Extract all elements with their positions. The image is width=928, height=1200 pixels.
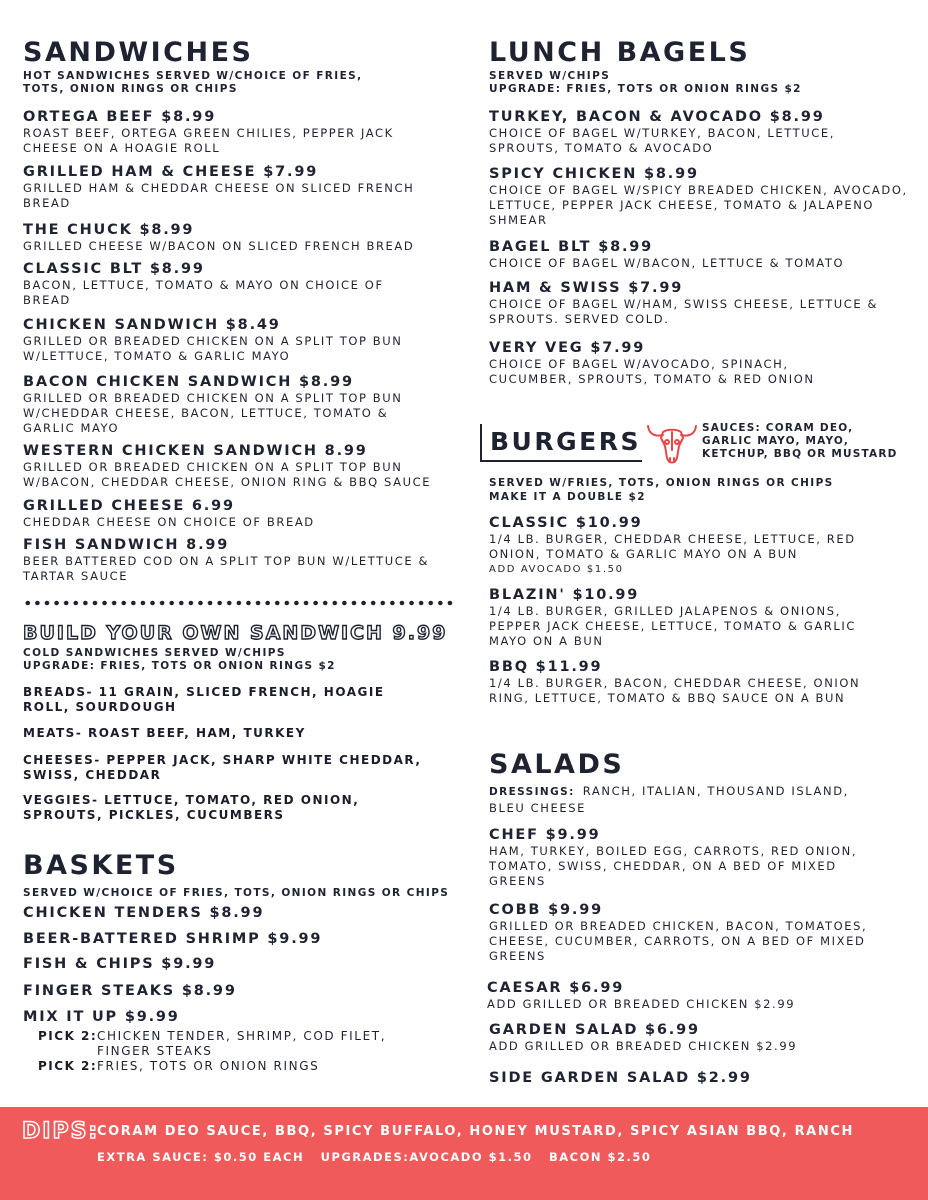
item-description: 1/4 LB. BURGER, CHEDDAR CHEESE, LETTUCE, RED ONION, TOMATO & GARLIC MAYO ON A BUN <box>489 532 856 561</box>
lunch-bagels-title: LUNCH BAGELS <box>489 37 751 68</box>
item-name: BAGEL BLT $8.99 <box>489 239 654 255</box>
item-description: CHOICE OF BAGEL W/SPICY BREADED CHICKEN, AVOCADO, LETTUCE, PEPPER JACK CHEESE, TOMATO & JALAPENO SHMEAR <box>489 183 908 227</box>
bagel-item <box>489 109 909 156</box>
item-description: CHOICE OF BAGEL W/BACON, LETTUCE & TOMATO <box>489 256 845 270</box>
item-name: VERY VEG $7.99 <box>489 340 646 356</box>
meats-line: MEATS- ROAST BEEF, HAM, TURKEY <box>23 726 306 740</box>
item-name: GRILLED HAM & CHEESE $7.99 <box>23 164 319 180</box>
dotted-divider <box>23 600 453 606</box>
item-name: WESTERN CHICKEN SANDWICH 8.99 <box>23 443 368 459</box>
dressings-label: DRESSINGS: <box>489 786 575 798</box>
bagel-item <box>489 166 909 228</box>
item-description: CHOICE OF BAGEL W/HAM, SWISS CHEESE, LETTUCE & SPROUTS. SERVED COLD. <box>489 297 879 326</box>
item-description: ROAST BEEF, ORTEGA GREEN CHILIES, PEPPER JACK CHEESE ON A HOAGIE ROLL <box>23 126 394 155</box>
basket-item: FISH & CHIPS $9.99 <box>23 956 217 972</box>
build-upgrade: UPGRADE: FRIES, TOTS OR ONION RINGS $2 <box>23 660 336 672</box>
build-subtitle: COLD SANDWICHES SERVED W/CHIPS <box>23 647 286 659</box>
item-description: GRILLED OR BREADED CHICKEN, BACON, TOMATOES, CHEESE, CUCUMBER, CARROTS, ON A BED OF MIXED GREENS <box>489 919 868 963</box>
burger-item <box>489 587 909 649</box>
salad-item <box>489 902 909 964</box>
item-description: CHOICE OF BAGEL W/AVOCADO, SPINACH, CUCUMBER, SPROUTS, TOMATO & RED ONION <box>489 357 815 386</box>
sandwich-item <box>23 374 453 436</box>
item-name: THE CHUCK $8.99 <box>23 222 195 238</box>
bull-skull-icon <box>645 420 699 468</box>
cheeses-line: CHEESES- PEPPER JACK, SHARP WHITE CHEDDAR, SWISS, CHEDDAR <box>23 753 422 782</box>
item-name: COBB $9.99 <box>489 902 603 918</box>
item-name: SPICY CHICKEN $8.99 <box>489 166 699 182</box>
item-name: HAM & SWISS $7.99 <box>489 280 684 296</box>
basket-item: FINGER STEAKS $8.99 <box>23 983 237 999</box>
sandwiches-subtitle: HOT SANDWICHES SERVED W/CHOICE OF FRIES, TOTS, ONION RINGS OR CHIPS <box>23 70 363 95</box>
sandwiches-title: SANDWICHES <box>23 37 254 68</box>
item-name: CAESAR $6.99 <box>487 980 625 996</box>
item-name: CLASSIC $10.99 <box>489 515 643 531</box>
sandwich-item <box>23 222 453 254</box>
burger-item <box>489 515 909 577</box>
item-name: CLASSIC BLT $8.99 <box>23 261 205 277</box>
pick-options: CHICKEN TENDER, SHRIMP, COD FILET, FINGER STEAKS <box>97 1029 387 1058</box>
dips-extras: EXTRA SAUCE: $0.50 EACH UPGRADES:AVOCADO $1.50 BACON $2.50 <box>97 1150 652 1164</box>
basket-item: MIX IT UP $9.99 <box>23 1009 180 1025</box>
dips-list: CORAM DEO SAUCE, BBQ, SPICY BUFFALO, HONEY MUSTARD, SPICY ASIAN BBQ, RANCH <box>97 1124 854 1139</box>
veggies-line: VEGGIES- LETTUCE, TOMATO, RED ONION, SPROUTS, PICKLES, CUCUMBERS <box>23 793 360 822</box>
item-description: GRILLED CHEESE W/BACON ON SLICED FRENCH BREAD <box>23 239 415 253</box>
item-name: BLAZIN' $10.99 <box>489 587 640 603</box>
item-description: HAM, TURKEY, BOILED EGG, CARROTS, RED ONION, TOMATO, SWISS, CHEDDAR, ON A BED OF MIXED GREENS <box>489 844 858 888</box>
item-description: CHOICE OF BAGEL W/TURKEY, BACON, LETTUCE, SPROUTS, TOMATO & AVOCADO <box>489 126 836 155</box>
salads-title: SALADS <box>489 749 625 780</box>
salad-item <box>489 827 909 889</box>
item-description: GRILLED OR BREADED CHICKEN ON A SPLIT TOP BUN W/BACON, CHEDDAR CHEESE, ONION RING & BBQ SAUCE <box>23 460 432 489</box>
item-description: GRILLED OR BREADED CHICKEN ON A SPLIT TOP BUN W/LETTUCE, TOMATO & GARLIC MAYO <box>23 334 403 363</box>
sandwich-item <box>23 261 453 308</box>
item-description: BEER BATTERED COD ON A SPLIT TOP BUN W/LETTUCE & TARTAR SAUCE <box>23 554 430 583</box>
bagels-upgrade: UPGRADE: FRIES, TOTS OR ONION RINGS $2 <box>489 83 802 95</box>
item-name: CHICKEN SANDWICH $8.49 <box>23 317 281 333</box>
dips-label: DIPS: <box>22 1119 100 1144</box>
item-description: ADD GRILLED OR BREADED CHICKEN $2.99 <box>487 997 796 1011</box>
basket-item: BEER-BATTERED SHRIMP $9.99 <box>23 931 323 947</box>
sandwich-item <box>23 317 453 364</box>
sandwich-item <box>23 537 453 584</box>
burger-item <box>489 659 909 706</box>
item-addon: ADD AVOCADO $1.50 <box>489 564 624 575</box>
item-name: BACON CHICKEN SANDWICH $8.99 <box>23 374 354 390</box>
sandwich-item <box>23 109 453 156</box>
basket-item: CHICKEN TENDERS $8.99 <box>23 905 265 921</box>
item-description: BACON, LETTUCE, TOMATO & MAYO ON CHOICE OF BREAD <box>23 278 384 307</box>
dressings-line <box>489 782 889 816</box>
bagel-item <box>489 280 909 327</box>
item-description: GRILLED HAM & CHEDDAR CHEESE ON SLICED FRENCH BREAD <box>23 181 415 210</box>
item-name: TURKEY, BACON & AVOCADO $8.99 <box>489 109 825 125</box>
pick-label: PICK 2: <box>38 1029 98 1043</box>
dressings-list: RANCH, ITALIAN, THOUSAND ISLAND, BLEU CHEESE <box>489 784 849 815</box>
salad-item <box>487 980 907 1012</box>
baskets-title: BASKETS <box>23 850 179 881</box>
burger-sauces: SAUCES: CORAM DEO, GARLIC MAYO, MAYO, KETCHUP, BBQ OR MUSTARD <box>702 422 898 460</box>
sandwich-item <box>23 498 453 530</box>
salad-item <box>489 1022 909 1054</box>
bagels-subtitle: SERVED W/CHIPS <box>489 70 611 82</box>
bagel-item <box>489 239 909 271</box>
burgers-title: BURGERS <box>490 427 641 456</box>
salad-item <box>489 1070 909 1087</box>
burgers-subtitle: SERVED W/FRIES, TOTS, ONION RINGS OR CHIPS <box>489 477 834 489</box>
burgers-double: MAKE IT A DOUBLE $2 <box>489 491 646 503</box>
build-your-own-title: BUILD YOUR OWN SANDWICH 9.99 <box>23 622 448 644</box>
item-name: GARDEN SALAD $6.99 <box>489 1022 700 1038</box>
breads-line: BREADS- 11 GRAIN, SLICED FRENCH, HOAGIE ROLL, SOURDOUGH <box>23 685 385 714</box>
item-name: BBQ $11.99 <box>489 659 603 675</box>
item-name: FISH SANDWICH 8.99 <box>23 537 230 553</box>
item-description: ADD GRILLED OR BREADED CHICKEN $2.99 <box>489 1039 798 1053</box>
bagel-item <box>489 340 909 387</box>
item-description: 1/4 LB. BURGER, BACON, CHEDDAR CHEESE, ONION RING, LETTUCE, TOMATO & BBQ SAUCE ON A BUN <box>489 676 861 705</box>
item-name: GRILLED CHEESE 6.99 <box>23 498 235 514</box>
pick-label: PICK 2: <box>38 1059 98 1073</box>
pick-options: FRIES, TOTS OR ONION RINGS <box>97 1059 320 1073</box>
sandwich-item <box>23 164 453 211</box>
item-description: CHEDDAR CHEESE ON CHOICE OF BREAD <box>23 515 315 529</box>
item-name: CHEF $9.99 <box>489 827 601 843</box>
item-name: SIDE GARDEN SALAD $2.99 <box>489 1070 752 1086</box>
sandwich-item <box>23 443 453 490</box>
item-description: 1/4 LB. BURGER, GRILLED JALAPENOS & ONIONS, PEPPER JACK CHEESE, LETTUCE, TOMATO & GARLIC MAYO ON A BUN <box>489 604 857 648</box>
baskets-subtitle: SERVED W/CHOICE OF FRIES, TOTS, ONION RINGS OR CHIPS <box>23 887 450 899</box>
item-name: ORTEGA BEEF $8.99 <box>23 109 217 125</box>
item-description: GRILLED OR BREADED CHICKEN ON A SPLIT TOP BUN W/CHEDDAR CHEESE, BACON, LETTUCE, TOMATO & GARLIC MAYO <box>23 391 403 435</box>
